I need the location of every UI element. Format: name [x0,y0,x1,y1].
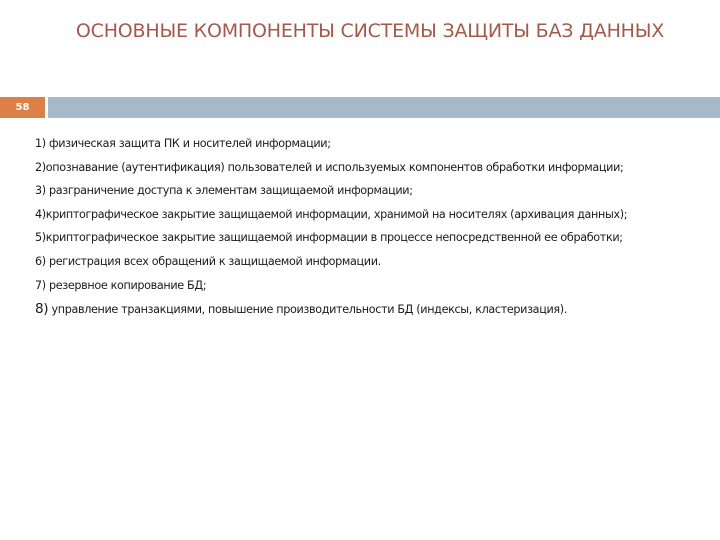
list-item [35,203,705,227]
item-number: 7) [35,278,46,292]
item-text: регистрация всех обращений к защищаемой информации. [45,254,381,268]
item-number: 2) [35,160,46,174]
item-text: резервное копирование БД; [45,278,207,292]
list-item [35,274,705,298]
slide-title: ОСНОВНЫЕ КОМПОНЕНТЫ СИСТЕМЫ ЗАЩИТЫ БАЗ ДАННЫХ [75,20,665,42]
item-number: 4) [35,207,46,221]
item-number: 1) [35,137,46,150]
item-number: 5) [35,231,46,245]
item-number: 8) [35,301,49,318]
item-text: криптографическое закрытие защищаемой информации, хранимой на носителях (архивация данных); [45,207,628,221]
list-item [35,226,705,250]
list-item [35,297,705,322]
item-text: управление транзакциями, повышение производительности БД (индексы, кластеризация). [48,303,567,317]
list-item [35,132,705,156]
list-item [35,250,705,274]
slide-number-badge: 58 [0,97,45,118]
item-number: 6) [35,254,46,268]
components-list [35,132,705,322]
item-text: физическая защита ПК и носителей информации; [45,137,331,150]
list-item [35,179,705,203]
item-text: опознавание (аутентификация) пользователей и используемых компонентов обработки информации; [45,160,624,174]
item-text: разграничение доступа к элементам защищаемой информации; [45,184,413,198]
item-number: 3) [35,184,46,198]
item-text: криптографическое закрытие защищаемой информации в процессе непосредственной ее обработки; [45,231,623,245]
header-bar [48,97,720,118]
list-item [35,156,705,180]
